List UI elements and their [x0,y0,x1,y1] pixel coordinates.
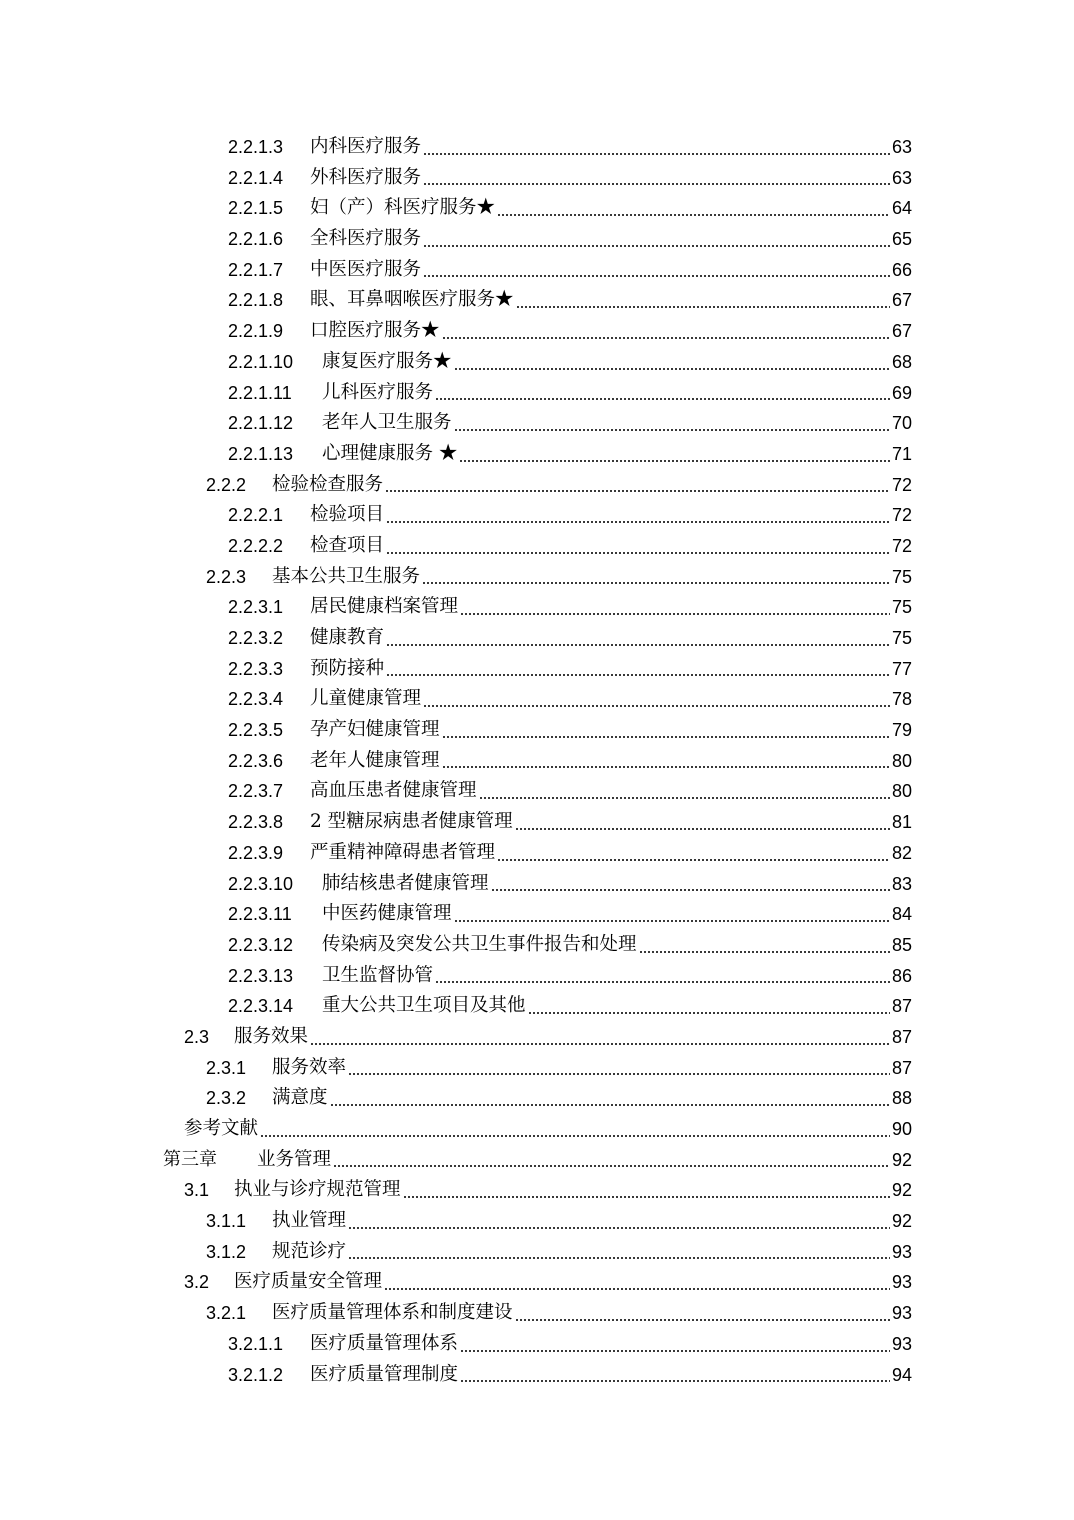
toc-entry[interactable] [0,623,1074,654]
toc-entry[interactable] [0,255,1074,286]
toc-entry[interactable] [0,285,1074,316]
toc-entry-page-number: 80 [891,750,912,771]
toc-entry[interactable] [0,316,1074,347]
toc-entry-title: 全科医疗服务 [310,228,422,250]
dot-leader [459,460,890,462]
toc-entry-number: 2.2.3.4 [228,689,284,710]
toc-entry[interactable] [0,654,1074,685]
toc-entry-page-number: 93 [891,1241,912,1262]
toc-entry-page-number: 82 [891,842,912,863]
toc-entry-page-number: 92 [891,1180,912,1201]
dot-leader [516,306,890,308]
toc-entry[interactable] [0,1022,1074,1053]
toc-entry-page-number: 94 [891,1364,912,1385]
toc-entry-title: 儿童健康管理 [310,688,422,710]
toc-entry[interactable] [0,1114,1074,1145]
toc-entry-title: 重大公共卫生项目及其他 [322,995,526,1017]
dot-leader [423,275,890,277]
toc-entry-page-number: 84 [891,904,912,925]
toc-entry-number: 2.2.3.5 [228,720,284,741]
dot-leader [435,398,890,400]
toc-entry[interactable] [0,869,1074,900]
toc-entry-title: 传染病及突发公共卫生事件报告和处理 [322,933,637,955]
toc-entry-page-number: 88 [891,1088,912,1109]
toc-entry[interactable] [0,1145,1074,1176]
toc-entry[interactable] [0,899,1074,930]
toc-entry-number: 2.2.1.11 [228,382,292,403]
toc-entry-title: 2 型糖尿病患者健康管理 [310,811,513,833]
dot-leader [423,705,890,707]
toc-entry-number: 2.2.3.12 [228,934,294,955]
toc-entry-number: 2.3 [184,1026,210,1047]
dot-leader [260,1135,890,1137]
toc-entry-page-number: 86 [891,965,912,986]
toc-entry-title: 妇（产）科医疗服务★ [310,197,496,219]
toc-entry-number: 2.2.1.6 [228,229,284,250]
toc-entry-number: 2.2.2.2 [228,535,284,556]
toc-entry-title: 眼、耳鼻咽喉医疗服务★ [310,289,514,311]
toc-entry-number: 2.2.3.1 [228,597,284,618]
toc-entry[interactable] [0,193,1074,224]
toc-entry[interactable] [0,592,1074,623]
dot-leader [460,613,890,615]
toc-entry[interactable] [0,470,1074,501]
toc-entry-title: 执业与诊疗规范管理 [234,1179,401,1201]
toc-entry[interactable] [0,500,1074,531]
toc-entry[interactable] [0,163,1074,194]
toc-entry-title: 医疗质量管理制度 [310,1363,459,1385]
toc-entry-page-number: 92 [891,1149,912,1170]
toc-entry[interactable] [0,1267,1074,1298]
toc-entry-number: 2.2.1.7 [228,259,284,280]
toc-entry-page-number: 81 [891,812,912,833]
toc-entry-page-number: 90 [891,1119,912,1139]
toc-entry-number: 2.2.3.14 [228,996,294,1017]
toc-entry-number: 3.2.1.2 [228,1364,284,1385]
toc-entry-title: 卫生监督协管 [322,964,434,986]
toc-entry[interactable] [0,1175,1074,1206]
dot-leader [384,1288,890,1290]
toc-entry-title: 心理健康服务 ★ [322,442,458,464]
toc-entry[interactable] [0,684,1074,715]
toc-entry-number: 2.2.1.10 [228,351,294,372]
dot-leader [423,153,890,155]
toc-entry-title: 口腔医疗服务★ [310,320,440,342]
toc-entry-title: 严重精神障碍患者管理 [310,841,496,863]
toc-entry[interactable] [0,224,1074,255]
toc-entry-page-number: 72 [891,535,912,556]
toc-entry-number: 2.2.1.13 [228,443,294,464]
toc-entry[interactable] [0,562,1074,593]
dot-leader [386,644,890,646]
dot-leader [333,1165,890,1167]
toc-entry-title: 医疗质量管理体系 [310,1332,459,1354]
dot-leader [639,951,890,953]
dot-leader [385,490,890,492]
toc-entry[interactable] [0,746,1074,777]
dot-leader [515,828,890,830]
toc-entry[interactable] [0,1083,1074,1114]
dot-leader [386,521,890,523]
toc-entry[interactable] [0,1053,1074,1084]
dot-leader [422,582,890,584]
toc-entry-title: 医疗质量管理体系和制度建设 [272,1302,513,1324]
toc-entry-page-number: 65 [891,229,912,250]
toc-entry-title: 规范诊疗 [272,1240,347,1262]
dot-leader [454,368,890,370]
toc-entry-title: 检验检查服务 [272,473,384,495]
dot-leader [386,552,890,554]
toc-entry-number: 2.3.2 [206,1088,247,1109]
toc-entry-page-number: 72 [891,505,912,526]
toc-entry-title: 满意度 [272,1087,328,1109]
toc-entry-title: 老年人卫生服务 [322,412,452,434]
toc-entry-number: 2.2.3.7 [228,781,284,802]
toc-entry-page-number: 70 [891,413,912,434]
toc-entry-number: 2.2.1.9 [228,321,284,342]
toc-entry-number: 2.2.3.2 [228,628,284,648]
dot-leader [460,1380,890,1382]
toc-entry[interactable] [0,930,1074,961]
toc-entry-title: 孕产妇健康管理 [310,719,440,741]
toc-entry-page-number: 67 [891,290,912,311]
toc-entry-page-number: 75 [891,566,912,587]
toc-entry-page-number: 63 [891,137,912,157]
toc-entry-title: 执业管理 [272,1210,347,1232]
toc-entry-page-number: 67 [891,321,912,342]
toc-entry-number: 2.2.3.13 [228,965,294,986]
dot-leader [460,1350,890,1352]
table-of-contents [0,132,1074,1390]
dot-leader [403,1196,890,1198]
dot-leader [310,1043,890,1045]
toc-entry[interactable] [0,408,1074,439]
toc-entry-page-number: 75 [891,597,912,618]
toc-entry-number: 2.2.3 [206,566,247,587]
toc-entry-number: 2.3.1 [206,1057,247,1078]
toc-entry-number: 3.2.1 [206,1303,247,1324]
dot-leader [442,337,890,339]
toc-entry-number: 2.2.1.5 [228,198,284,219]
toc-entry[interactable] [0,378,1074,409]
toc-entry-title: 服务效果 [234,1025,309,1047]
toc-entry-page-number: 92 [891,1211,912,1232]
toc-entry-number: 3.2 [184,1272,210,1293]
toc-entry[interactable] [0,439,1074,470]
toc-entry-page-number: 69 [891,382,912,403]
dot-leader [528,1012,890,1014]
toc-entry-number: 2.2.3.11 [228,904,292,925]
toc-entry[interactable] [0,991,1074,1022]
dot-leader [348,1227,890,1229]
toc-entry-number: 3.1.1 [206,1211,247,1232]
toc-entry-title: 肺结核患者健康管理 [322,872,489,894]
toc-entry-title: 外科医疗服务 [310,166,422,188]
toc-entry-number: 2.2.1.12 [228,413,294,434]
toc-entry[interactable] [0,1206,1074,1237]
toc-entry-number: 3.1.2 [206,1241,247,1262]
toc-entry-page-number: 77 [891,658,912,679]
toc-entry-title: 内科医疗服务 [310,136,422,157]
dot-leader [442,766,890,768]
toc-entry[interactable] [0,1329,1074,1360]
dot-leader [348,1257,890,1259]
toc-entry[interactable] [0,807,1074,838]
dot-leader [454,429,890,431]
toc-entry-title: 儿科医疗服务 [322,381,434,403]
dot-leader [491,889,890,891]
toc-entry-number: 2.2.1.3 [228,137,284,157]
toc-entry-title: 检验项目 [310,504,385,526]
toc-entry-title: 参考文献 [184,1118,259,1139]
dot-leader [423,183,890,185]
toc-entry-page-number: 87 [891,996,912,1017]
toc-entry-title: 康复医疗服务★ [322,350,452,372]
toc-entry-page-number: 71 [891,443,912,464]
toc-entry-title: 居民健康档案管理 [310,596,459,618]
toc-entry[interactable] [0,347,1074,378]
toc-entry[interactable] [0,715,1074,746]
toc-entry[interactable] [0,531,1074,562]
dot-leader [497,859,890,861]
toc-entry[interactable] [0,838,1074,869]
toc-entry-page-number: 93 [891,1303,912,1324]
toc-entry-page-number: 79 [891,720,912,741]
toc-entry-page-number: 63 [891,167,912,188]
dot-leader [442,736,890,738]
toc-entry-page-number: 93 [891,1272,912,1293]
toc-entry-page-number: 83 [891,873,912,894]
toc-entry-number: 2.2.3.3 [228,658,284,679]
toc-entry[interactable] [0,776,1074,807]
toc-entry-title: 业务管理 [257,1148,332,1170]
toc-entry-page-number: 75 [891,628,912,648]
toc-entry-number: 2.2.3.8 [228,812,284,833]
toc-entry-title: 老年人健康管理 [310,749,440,771]
toc-entry-title: 医疗质量安全管理 [234,1271,383,1293]
toc-entry-number: 2.2.2 [206,474,247,495]
dot-leader [423,245,890,247]
toc-entry[interactable] [0,1360,1074,1391]
toc-entry-title: 检查项目 [310,534,385,556]
toc-entry-number: 2.2.3.6 [228,750,284,771]
dot-leader [454,920,890,922]
toc-entry[interactable] [0,1237,1074,1268]
toc-entry-number: 2.2.1.8 [228,290,284,311]
toc-entry-page-number: 80 [891,781,912,802]
toc-entry-title: 基本公共卫生服务 [272,565,421,587]
toc-entry-number: 第三章 [163,1148,217,1170]
dot-leader [515,1319,890,1321]
toc-entry-number: 3.1 [184,1180,210,1201]
dot-leader [497,214,890,216]
toc-entry[interactable] [0,132,1074,163]
toc-entry-page-number: 85 [891,934,912,955]
toc-entry-number: 2.2.2.1 [228,505,284,526]
toc-entry[interactable] [0,961,1074,992]
toc-entry-title: 预防接种 [310,657,385,679]
dot-leader [348,1073,890,1075]
toc-entry-page-number: 87 [891,1026,912,1047]
toc-entry-title: 服务效率 [272,1056,347,1078]
toc-entry-number: 3.2.1.1 [228,1333,284,1354]
toc-entry-page-number: 66 [891,259,912,280]
toc-entry-title: 中医医疗服务 [310,258,422,280]
toc-entry-page-number: 72 [891,474,912,495]
toc-entry-number: 2.2.3.9 [228,842,284,863]
dot-leader [330,1104,890,1106]
toc-entry-page-number: 87 [891,1057,912,1078]
toc-entry-title: 健康教育 [310,627,385,648]
toc-entry-number: 2.2.3.10 [228,873,294,894]
toc-entry[interactable] [0,1298,1074,1329]
toc-entry-number: 2.2.1.4 [228,167,284,188]
toc-entry-page-number: 64 [891,198,912,219]
toc-entry-page-number: 68 [891,351,912,372]
toc-entry-title: 高血压患者健康管理 [310,780,477,802]
dot-leader [386,674,890,676]
toc-entry-page-number: 93 [891,1333,912,1354]
toc-entry-page-number: 78 [891,689,912,710]
dot-leader [435,981,890,983]
dot-leader [479,797,890,799]
toc-entry-title: 中医药健康管理 [322,903,452,925]
